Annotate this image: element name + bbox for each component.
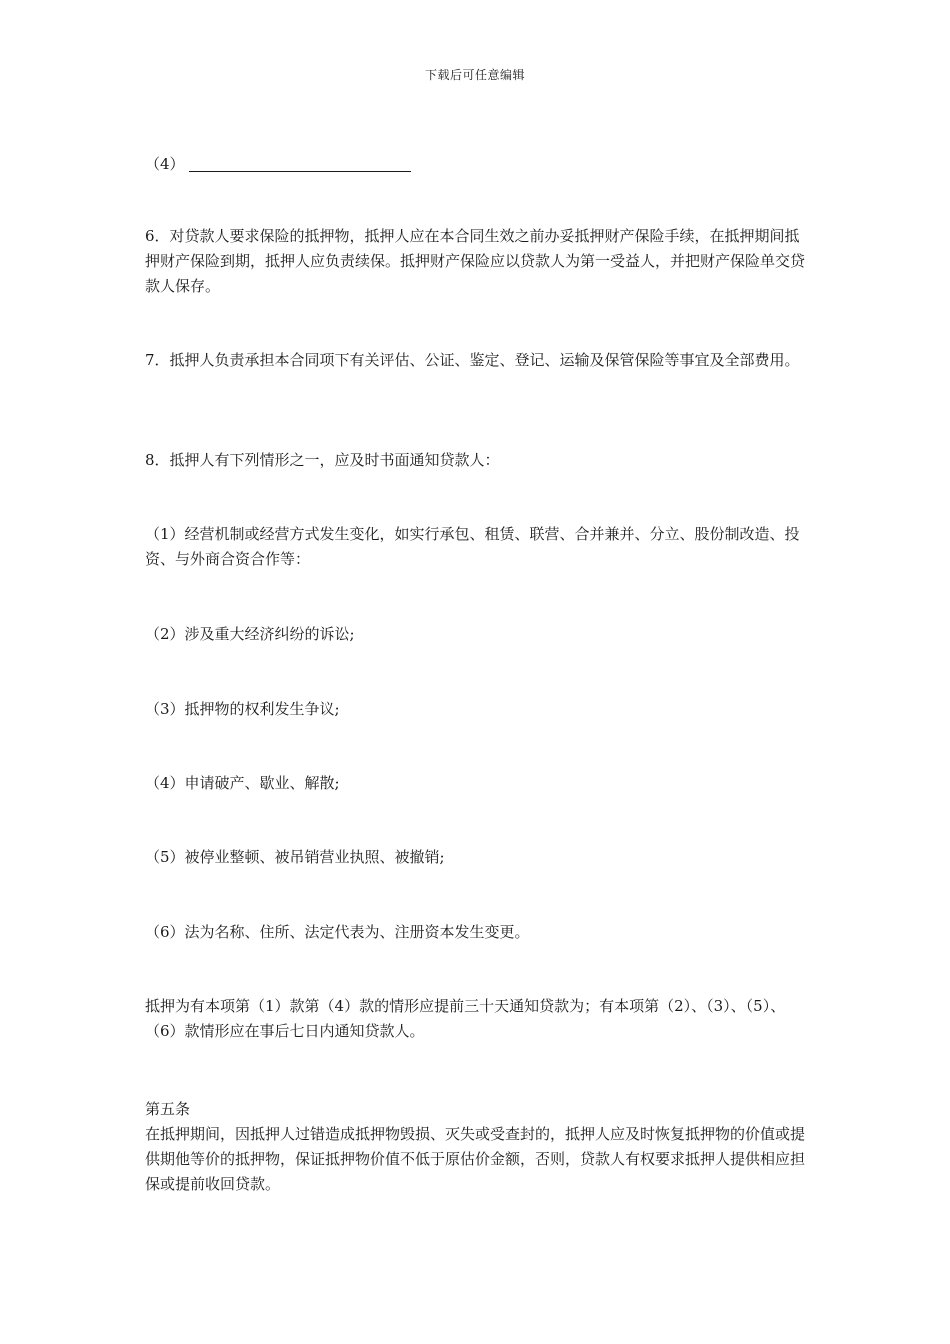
clause-8-item-2: （2）涉及重大经济纠纷的诉讼; — [145, 625, 355, 643]
clause-8-item-5: （5）被停业整顿、被吊销营业执照、被撤销; — [145, 848, 445, 866]
blank-fill-line — [189, 153, 411, 172]
page-header: 下载后可任意编辑 — [424, 68, 525, 82]
article-5-body: 在抵押期间，因抵押人过错造成抵押物毁损、灭失或受查封的，抵押人应及时恢复抵押物的价值或提供期他等价的抵押物，保证抵押物价值不低于原估价金额，否则，贷款人有权要求抵押人提供相应担保或提前收回贷款。 — [145, 1125, 806, 1193]
clause-6: 6．对贷款人要求保险的抵押物，抵押人应在本合同生效之前办妥抵押财产保险手续，在抵押期间抵押财产保险到期，抵押人应负责续保。抵押财产保险应以贷款人为第一受益人，并把财产保险单交贷款人保存。 — [145, 227, 806, 295]
clause-8-item-3: （3）抵押物的权利发生争议; — [145, 700, 340, 718]
notice-requirement: 抵押为有本项第（1）款第（4）款的情形应提前三十天通知贷款为；有本项第（2）、（3）、（5）、（6）款情形应在事后七日内通知贷款人。 — [145, 997, 786, 1040]
clause-8: 8．抵押人有下列情形之一，应及时书面通知贷款人： — [145, 451, 500, 469]
blank-item-label: （4） — [145, 155, 185, 173]
blank-item-4 — [145, 152, 411, 176]
clause-8-item-1: （1）经营机制或经营方式发生变化，如实行承包、租赁、联营、合并兼并、分立、股份制改造、投资、与外商合资合作等： — [145, 525, 800, 568]
clause-8-item-6: （6）法为名称、住所、法定代表为、注册资本发生变更。 — [145, 923, 530, 941]
article-5-heading: 第五条 — [145, 1100, 191, 1118]
clause-7: 7．抵押人负责承担本合同项下有关评估、公证、鉴定、登记、运输及保管保险等事宜及全部费用。 — [145, 351, 800, 369]
clause-8-item-4: （4）申请破产、歇业、解散; — [145, 774, 340, 792]
